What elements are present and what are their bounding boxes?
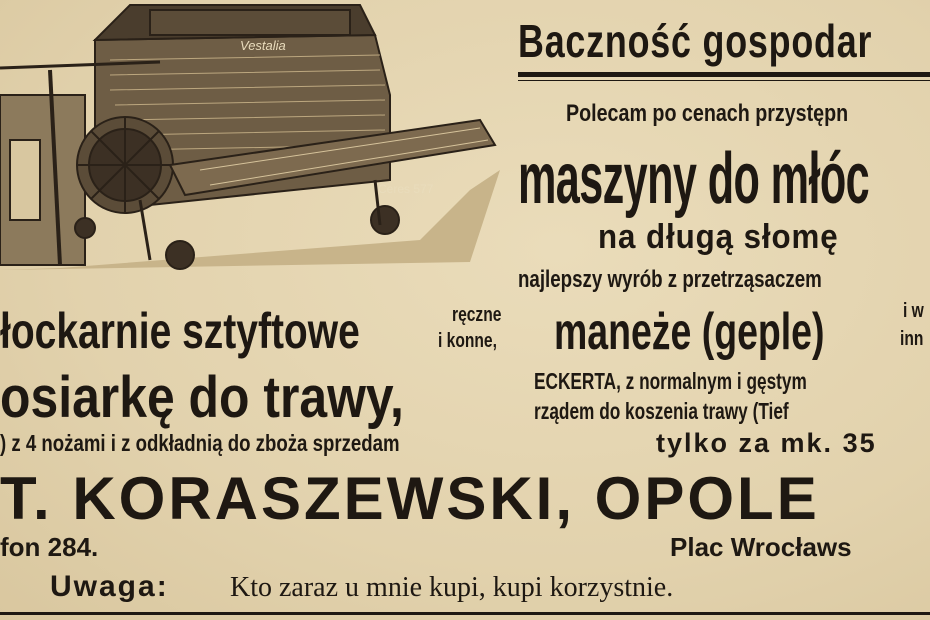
threshers-text: łockarnie sztyftowe xyxy=(0,303,360,359)
main-headline: maszyny do młóc xyxy=(518,139,870,219)
product-note: najlepszy wyrób z przetrząsaczem xyxy=(518,266,822,293)
seller-note-label: Uwaga: xyxy=(50,570,169,603)
ad-title: Baczność gospodar xyxy=(518,15,873,67)
gears-small-2: inn xyxy=(900,328,924,350)
seller-name: T. KORASZEWSKI, OPOLE xyxy=(0,465,820,532)
title-underline-thin xyxy=(518,80,930,81)
mower-desc-1: ECKERTA, z normalnym i gęstym xyxy=(534,368,807,394)
machine-model-label: Ceres 577 xyxy=(378,182,434,196)
mower-text: osiarkę do trawy, xyxy=(0,365,404,430)
mower-price: tylko za mk. 35 xyxy=(656,428,877,458)
sub-headline: na długą słomę xyxy=(598,218,839,256)
threshers-small-2: i konne, xyxy=(438,330,497,352)
machine-brand-label: Vestalia xyxy=(240,38,286,53)
bottom-rule xyxy=(0,612,930,615)
seller-note-text: Kto zaraz u mnie kupi, kupi korzystnie. xyxy=(230,572,674,603)
gears-small-1: i w xyxy=(903,300,924,322)
seller-address: Plac Wrocławs xyxy=(670,532,852,562)
gears-text: maneże (geple) xyxy=(554,303,825,361)
mower-desc-2: rządem do koszenia trawy (Tief xyxy=(534,398,789,424)
mower-line: ) z 4 nożami i z odkładnią do zboża sprzedam xyxy=(0,430,400,456)
title-underline xyxy=(518,72,930,77)
seller-phone: fon 284. xyxy=(0,532,99,562)
threshers-small-1: ręczne xyxy=(452,304,502,326)
intro-text: Polecam po cenach przystępn xyxy=(566,100,849,127)
